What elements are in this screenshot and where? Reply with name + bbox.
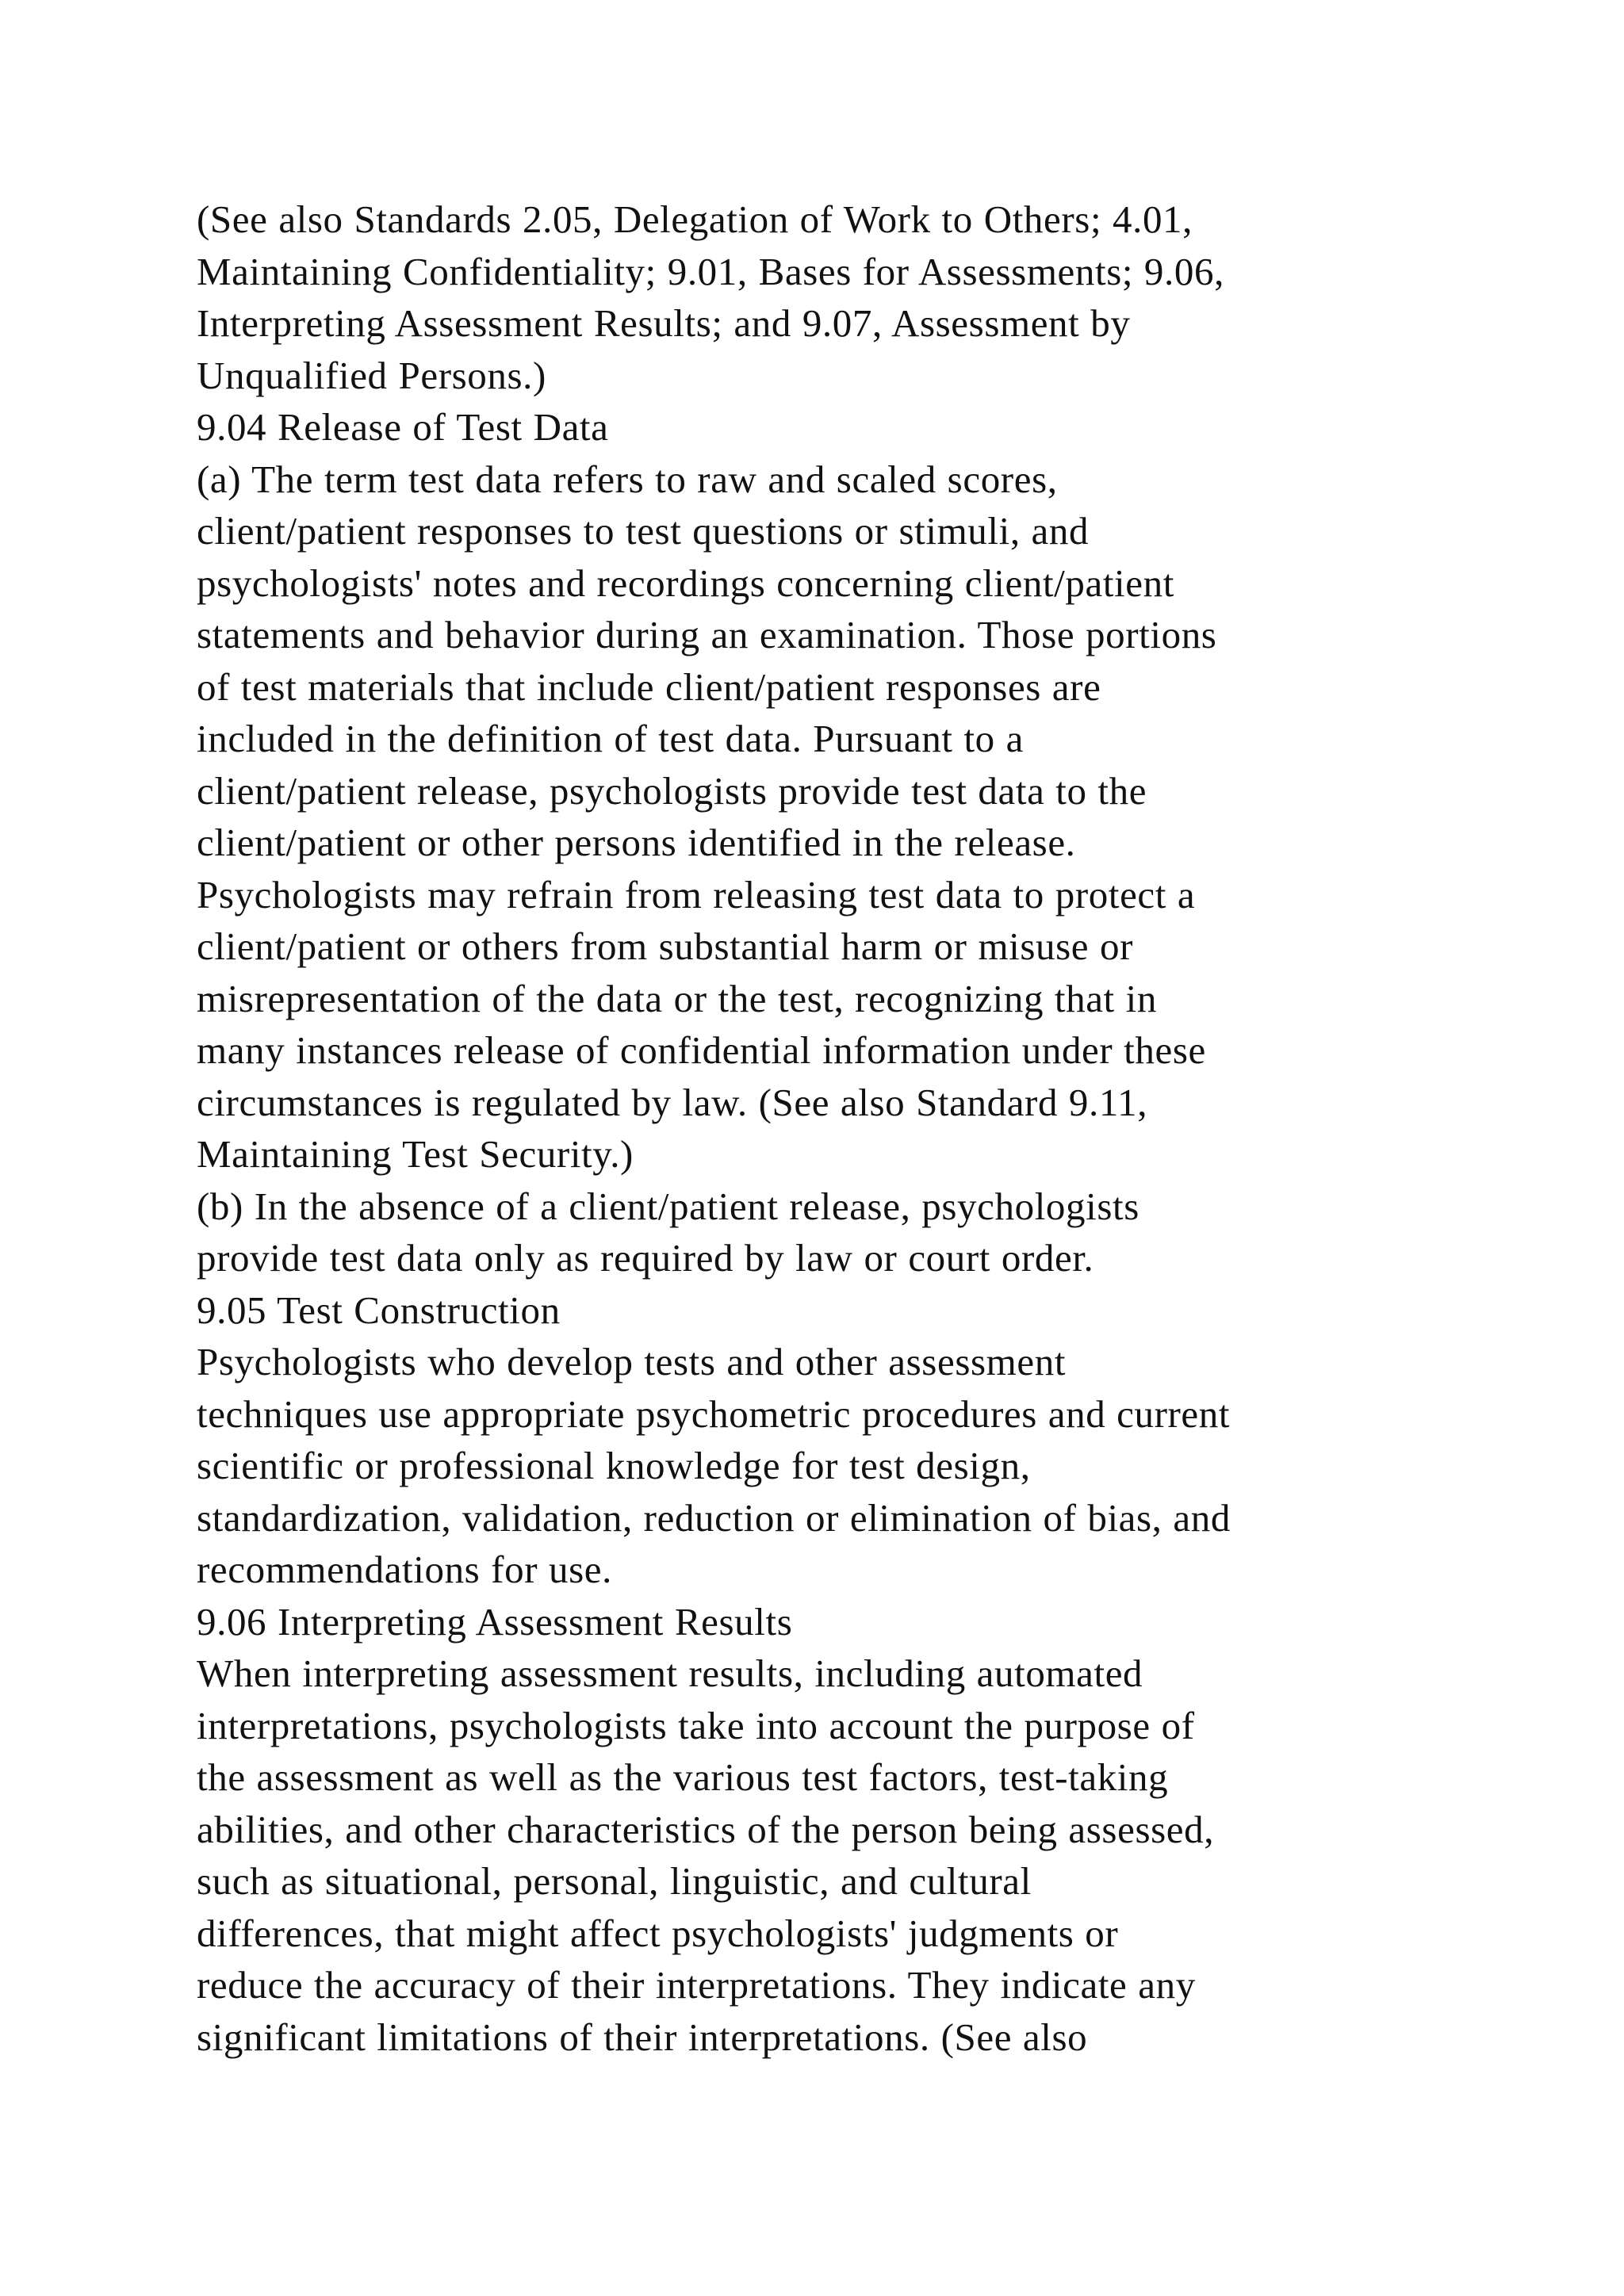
text-line: (See also Standards 2.05, Delegation of Work to Others; 4.01, [197,197,1193,241]
text-line: interpretations, psychologists take into account the purpose of [197,1703,1195,1747]
text-line: psychologists' notes and recordings concerning client/patient [197,561,1174,605]
text-line: of test materials that include client/patient responses are [197,664,1101,709]
text-line: circumstances is regulated by law. (See also Standard 9.11, [197,1080,1148,1124]
text-line: Psychologists may refrain from releasing test data to protect a [197,872,1196,916]
text-line: reduce the accuracy of their interpretations. They indicate any [197,1963,1196,2007]
section-heading: 9.04 Release of Test Data [197,405,609,449]
text-line: standardization, validation, reduction or elimination of bias, and [197,1495,1231,1540]
text-line: differences, that might affect psychologists' judgments or [197,1911,1119,1955]
text-line: client/patient or other persons identified in the release. [197,821,1076,864]
text-line: many instances release of confidential information under these [197,1028,1206,1072]
text-line: client/patient or others from substantial harm or misuse or [197,924,1134,968]
text-line: Unqualified Persons.) [197,353,546,397]
text-line: included in the definition of test data. Pursuant to a [197,717,1024,760]
section-heading: 9.06 Interpreting Assessment Results [197,1599,793,1644]
text-line: the assessment as well as the various test factors, test-taking [197,1755,1169,1799]
text-line: client/patient responses to test questions or stimuli, and [197,509,1090,553]
text-line: techniques use appropriate psychometric procedures and current [197,1391,1231,1436]
text-line: abilities, and other characteristics of the person being assessed, [197,1807,1215,1851]
text-line: Maintaining Test Security.) [197,1132,634,1176]
text-line: significant limitations of their interpretations. (See also [197,2015,1088,2059]
text-line: statements and behavior during an examination. Those portions [197,613,1217,656]
text-line: such as situational, personal, linguistic, and cultural [197,1859,1032,1903]
text-line: client/patient release, psychologists provide test data to the [197,768,1147,813]
text-line: misrepresentation of the data or the test, recognizing that in [197,976,1157,1020]
section-heading: 9.05 Test Construction [197,1288,561,1332]
text-line: recommendations for use. [197,1548,612,1591]
text-line: (b) In the absence of a client/patient release, psychologists [197,1184,1139,1228]
text-line: provide test data only as required by law or court order. [197,1236,1094,1280]
text-line: Psychologists who develop tests and other assessment [197,1340,1067,1383]
text-line: Maintaining Confidentiality; 9.01, Bases for Assessments; 9.06, [197,249,1224,293]
text-line: When interpreting assessment results, including automated [197,1651,1143,1695]
text-line: scientific or professional knowledge for test design, [197,1444,1031,1487]
document-body [197,193,1497,2063]
text-line: (a) The term test data refers to raw and scaled scores, [197,457,1058,501]
text-line: Interpreting Assessment Results; and 9.07, Assessment by [197,301,1131,345]
